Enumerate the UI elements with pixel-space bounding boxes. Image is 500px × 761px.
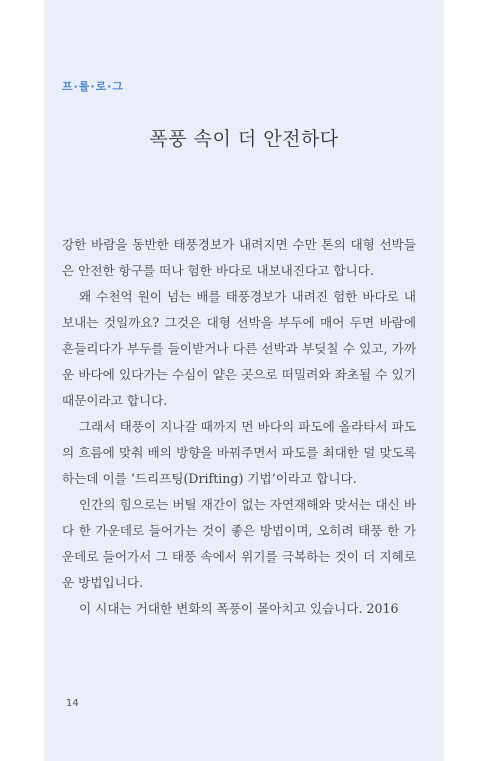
paragraph: 인간의 힘으로는 버틸 재간이 없는 자연재해와 맞서는 대신 바다 한 가운데로 들어가는 것이 좋은 방법이며, 오히려 태풍 한 가운데로 들어가서 그 태풍 속에서 위기를 극복하는 것이 더 지혜로운 방법입니다.	[62, 497, 416, 590]
paragraph: 이 시대는 거대한 변화의 폭풍이 몰아치고 있습니다. 2016	[79, 601, 399, 616]
paragraph: 왜 수천억 원이 넘는 배를 태풍경보가 내려진 험한 바다로 내보내는 것일까요? 그것은 대형 선박을 부두에 매어 두면 바람에 흔들리다가 부두를 들이받거나 다른 선박과 부딪칠 수 있고, 가까운 바다에 있다가는 수심이 얕은 곳으로 떠밀려와 좌초될 수 있기 때문이라고 합니다.	[62, 289, 416, 408]
paragraph: 그래서 태풍이 지나갈 때까지 먼 바다의 파도에 올라타서 파도의 흐름에 맞춰 배의 방향을 바꿔주면서 파도를 최대한 덜 맞도록 하는데 이를 ‘드리프팅(Drifting) 기법’이라고 합니다.	[62, 419, 416, 486]
body-text	[62, 232, 416, 622]
chapter-title: 폭풍 속이 더 안전하다	[149, 128, 339, 150]
paragraph: 강한 바람을 동반한 태풍경보가 내려지면 수만 톤의 대형 선박들은 안전한 항구를 떠나 험한 바다로 내보내진다고 합니다.	[62, 237, 416, 278]
page-number: 14	[66, 698, 79, 709]
section-label: 프·롤·로·그	[62, 80, 125, 93]
